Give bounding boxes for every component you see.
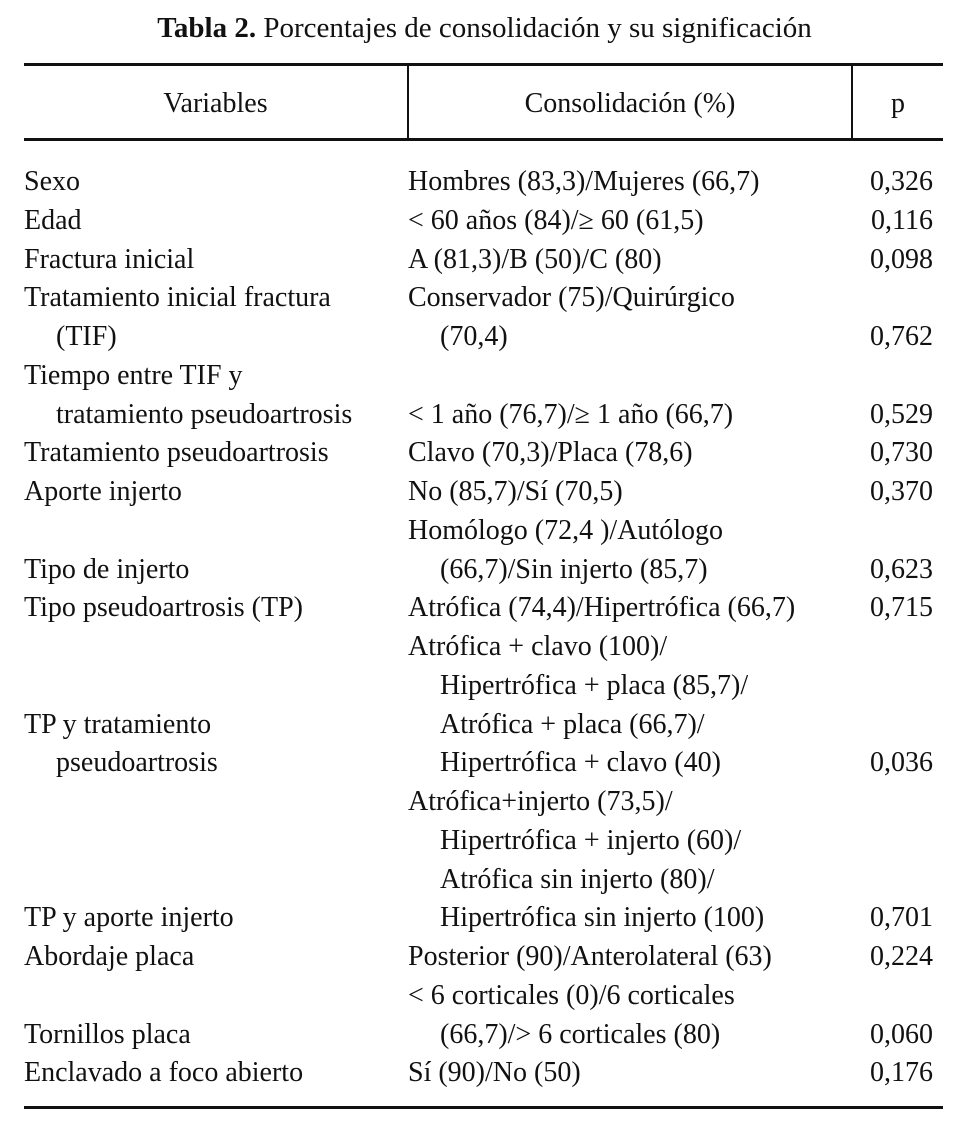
variable-line: Aporte injerto xyxy=(24,476,182,507)
table-row xyxy=(24,977,943,1055)
variable-line: Enclavado a foco abierto xyxy=(24,1057,304,1089)
variable-line: Sexo xyxy=(24,166,80,197)
variable-cell xyxy=(24,706,408,784)
variable-line: (TIF) xyxy=(56,321,117,352)
variable-cell xyxy=(24,473,408,512)
table-title-text: Porcentajes de consolidación y su significación xyxy=(263,12,812,44)
table-row xyxy=(24,512,943,590)
variable-cell xyxy=(24,241,408,280)
p-value-cell xyxy=(860,551,943,590)
consolidacion-line: Conservador (75)/Quirúrgico xyxy=(408,282,735,314)
p-value: 0,176 xyxy=(870,1057,933,1089)
p-value-cell xyxy=(860,241,943,280)
p-value: 0,701 xyxy=(870,902,933,934)
consolidacion-cell xyxy=(408,396,860,435)
consolidacion-line: Hipertrófica sin injerto (100) xyxy=(440,902,765,934)
consolidacion-cell xyxy=(408,241,860,280)
consolidacion-cell xyxy=(408,202,860,241)
consolidacion-line: < 6 corticales (0)/6 corticales xyxy=(408,979,735,1011)
variable-line: Tiempo entre TIF y xyxy=(24,359,243,391)
table-row xyxy=(24,938,943,977)
p-value-cell xyxy=(860,899,943,938)
consolidacion-line: Atrófica + placa (66,7)/ xyxy=(440,708,705,740)
consolidacion-line: Atrófica+injerto (73,5)/ xyxy=(408,786,673,817)
table-row xyxy=(24,357,943,435)
variable-line: Tipo pseudoartrosis (TP) xyxy=(24,592,303,624)
variable-line: Abordaje placa xyxy=(24,941,195,972)
variable-cell xyxy=(24,434,408,473)
table-title-label: Tabla 2. xyxy=(157,12,257,44)
p-value-cell xyxy=(860,163,943,202)
variable-line: Tipo de injerto xyxy=(24,553,190,585)
consolidacion-line: < 1 año (76,7)/≥ 1 año (66,7) xyxy=(408,398,734,430)
p-value: 0,762 xyxy=(870,321,933,352)
table-body xyxy=(24,163,943,1093)
consolidacion-cell xyxy=(408,589,860,628)
p-value-cell xyxy=(860,938,943,977)
consolidacion-line: Atrófica (74,4)/Hipertrófica (66,7) xyxy=(408,592,796,624)
consolidacion-line: (66,7)/Sin injerto (85,7) xyxy=(440,553,708,585)
consolidacion-cell xyxy=(408,628,860,783)
p-value-cell xyxy=(860,1016,943,1055)
p-value-cell xyxy=(860,1054,943,1093)
consolidacion-line: Clavo (70,3)/Placa (78,6) xyxy=(408,437,693,469)
consolidacion-line: A (81,3)/B (50)/C (80) xyxy=(408,243,662,275)
variable-line: Fractura inicial xyxy=(24,243,195,275)
consolidacion-cell xyxy=(408,279,860,357)
p-value: 0,730 xyxy=(870,437,933,469)
variable-cell xyxy=(24,279,408,357)
p-value-cell xyxy=(860,318,943,357)
bottom-rule xyxy=(24,1106,943,1109)
variable-line: Tratamiento pseudoartrosis xyxy=(24,437,329,469)
variable-cell xyxy=(24,357,408,435)
consolidacion-line: < 60 años (84)/≥ 60 (61,5) xyxy=(408,204,704,236)
header-rule xyxy=(24,138,943,141)
p-value-cell xyxy=(860,202,943,241)
table-row xyxy=(24,589,943,628)
p-value: 0,224 xyxy=(870,941,933,972)
table-row xyxy=(24,628,943,783)
variable-line: Tornillos placa xyxy=(24,1018,191,1050)
header-variables: Variables xyxy=(163,88,268,119)
variable-line: Edad xyxy=(24,204,82,236)
variable-cell xyxy=(24,1054,408,1093)
variable-cell xyxy=(24,551,408,590)
consolidacion-line: Atrófica sin injerto (80)/ xyxy=(440,863,715,895)
consolidacion-line: Atrófica + clavo (100)/ xyxy=(408,631,668,662)
consolidacion-cell xyxy=(408,1054,860,1093)
table-row xyxy=(24,434,943,473)
table-row xyxy=(24,241,943,280)
table-row xyxy=(24,202,943,241)
variable-cell xyxy=(24,899,408,938)
table-row xyxy=(24,783,943,938)
p-value-cell xyxy=(860,473,943,512)
p-value-cell xyxy=(860,744,943,783)
variable-cell xyxy=(24,938,408,977)
header-consolidacion: Consolidación (%) xyxy=(524,88,736,119)
variable-line: tratamiento pseudoartrosis xyxy=(56,398,353,430)
consolidacion-line: Sí (90)/No (50) xyxy=(408,1057,581,1089)
consolidacion-cell xyxy=(408,512,860,590)
header-p: p xyxy=(891,88,905,119)
consolidacion-line: Hipertrófica + injerto (60)/ xyxy=(440,824,742,856)
variable-line: pseudoartrosis xyxy=(56,747,218,779)
consolidacion-line: Hombres (83,3)/Mujeres (66,7) xyxy=(408,166,760,197)
p-value: 0,036 xyxy=(870,747,933,779)
p-value: 0,098 xyxy=(870,243,933,275)
variable-line: TP y aporte injerto xyxy=(24,902,234,934)
consolidacion-line: Hipertrófica + clavo (40) xyxy=(440,747,721,779)
variable-line: Tratamiento inicial fractura xyxy=(24,282,331,314)
consolidacion-cell xyxy=(408,938,860,977)
consolidacion-cell xyxy=(408,473,860,512)
p-value: 0,623 xyxy=(870,553,933,585)
consolidacion-cell xyxy=(408,977,860,1055)
consolidacion-cell xyxy=(408,434,860,473)
p-value-cell xyxy=(860,434,943,473)
p-value: 0,370 xyxy=(870,476,933,507)
consolidacion-line: Hipertrófica + placa (85,7)/ xyxy=(440,669,749,701)
table-row xyxy=(24,163,943,202)
top-rule xyxy=(24,63,943,66)
p-value: 0,715 xyxy=(870,592,933,624)
p-value-cell xyxy=(860,589,943,628)
variable-line: TP y tratamiento xyxy=(24,708,212,740)
consolidacion-line: (70,4) xyxy=(440,321,508,352)
variable-cell xyxy=(24,589,408,628)
p-value: 0,060 xyxy=(870,1018,933,1050)
consolidacion-line: Homólogo (72,4 )/Autólogo xyxy=(408,514,723,546)
consolidacion-line: No (85,7)/Sí (70,5) xyxy=(408,476,623,507)
table-title xyxy=(0,10,969,46)
consolidacion-line: Posterior (90)/Anterolateral (63) xyxy=(408,941,772,972)
p-value: 0,116 xyxy=(871,204,933,236)
p-value-cell xyxy=(860,396,943,435)
table-row xyxy=(24,473,943,512)
consolidacion-line: (66,7)/> 6 corticales (80) xyxy=(440,1018,721,1050)
consolidacion-cell xyxy=(408,163,860,202)
table-row xyxy=(24,1054,943,1093)
variable-cell xyxy=(24,163,408,202)
consolidacion-cell xyxy=(408,783,860,938)
table-row xyxy=(24,279,943,357)
variable-cell xyxy=(24,1016,408,1055)
p-value: 0,529 xyxy=(870,398,933,430)
p-value: 0,326 xyxy=(870,166,933,197)
variable-cell xyxy=(24,202,408,241)
